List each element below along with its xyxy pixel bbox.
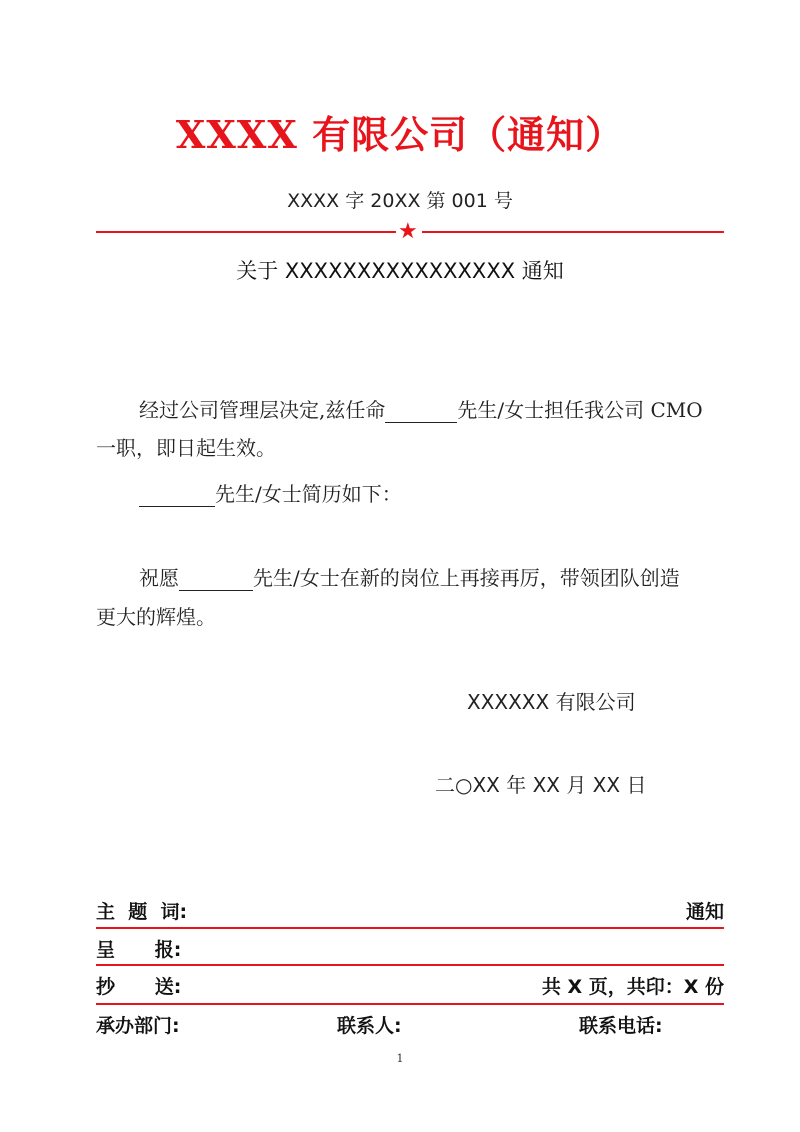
name-blank[interactable] [139, 486, 215, 507]
report-label: 呈 报: [96, 939, 182, 961]
footer-rule [96, 964, 724, 966]
contact-label: 联系人: [337, 1015, 402, 1037]
signature-company: XXXXXX 有限公司 [467, 690, 636, 714]
body-text: 经过公司管理层决定,兹任命 [139, 398, 386, 422]
footer-rule [96, 1003, 724, 1005]
body-paragraph-2 [139, 478, 402, 507]
footer-cc-row [96, 972, 724, 998]
star-icon: ★ [398, 219, 418, 244]
cc-label: 抄 送: [96, 976, 182, 998]
page-count-value: 共 X 页，共印：X 份 [541, 976, 724, 998]
body-paragraph-3-line-1 [139, 562, 680, 591]
dept-label: 承办部门: [96, 1015, 180, 1037]
name-blank[interactable] [385, 402, 457, 423]
body-paragraph-1-line-1 [139, 394, 703, 423]
document-title: XXXX 有限公司（通知） [175, 112, 625, 157]
phone-label: 联系电话: [579, 1015, 663, 1037]
header-rule-left [96, 231, 396, 233]
footer-rule [96, 927, 724, 929]
footer-report-row [96, 935, 724, 961]
body-text: 先生/女士担任我公司 CMO [457, 398, 703, 422]
body-text: 先生/女士在新的岗位上再接再厉，带领团队创造 [253, 566, 680, 590]
page-number: 1 [396, 1052, 404, 1065]
signature-date: 二○XX 年 XX 月 XX 日 [435, 773, 647, 797]
body-paragraph-3-line-2: 更大的辉煌。 [96, 605, 216, 629]
header-rule-right [422, 231, 724, 233]
footer-contact-row [96, 1011, 724, 1037]
body-text: 祝愿 [139, 566, 179, 590]
name-blank[interactable] [179, 570, 253, 591]
keywords-value: 通知 [685, 901, 724, 923]
footer-keywords-row [96, 897, 724, 923]
body-paragraph-1-line-2: 一职，即日起生效。 [96, 436, 276, 460]
document-number: XXXX 字 20XX 第 001 号 [287, 190, 513, 212]
body-text: 先生/女士简历如下： [215, 482, 402, 506]
keywords-label: 主 题 词: [96, 901, 188, 923]
notice-subject: 关于 XXXXXXXXXXXXXXXX 通知 [236, 259, 564, 283]
